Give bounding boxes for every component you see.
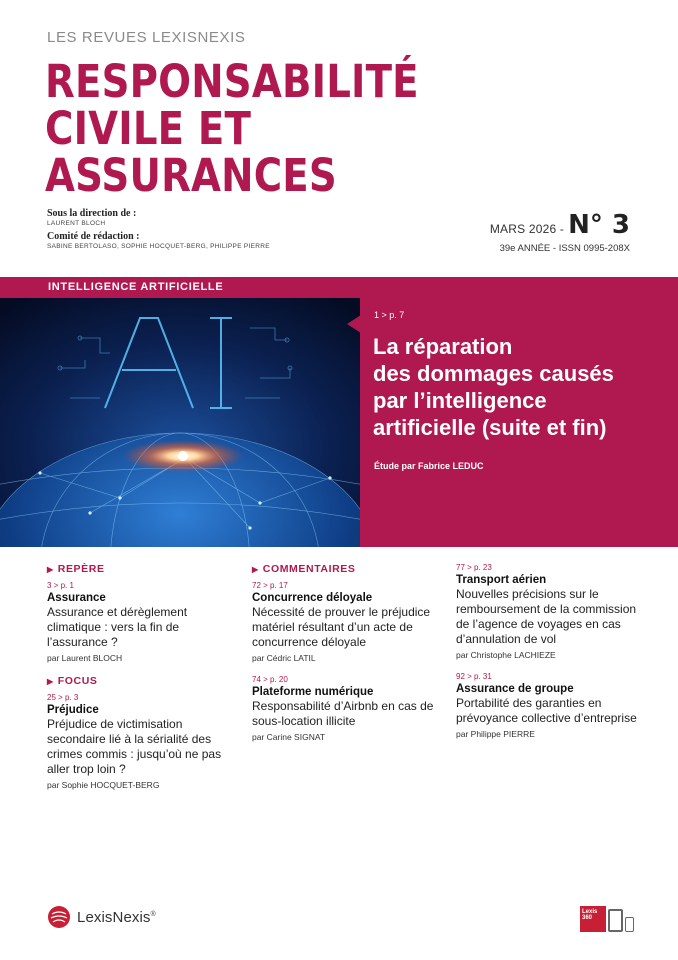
entry-author: par Sophie HOCQUET-BERG xyxy=(47,780,160,790)
logo-text xyxy=(77,909,156,926)
entry-ref: 92 > p. 31 xyxy=(456,672,492,681)
entry-ref: 74 > p. 20 xyxy=(252,675,288,684)
entry-category: Assurance de groupe xyxy=(456,683,574,695)
toc-entry[interactable] xyxy=(47,693,237,790)
publisher-logo[interactable] xyxy=(47,905,156,929)
committee-names: SABINE BERTOLASO, SOPHIE HOCQUET-BERG, PHILIPPE PIERRE xyxy=(47,243,270,250)
triangle-icon: ▶ xyxy=(252,564,259,574)
toc-column xyxy=(456,563,646,751)
logo-wordmark: LexisNexis xyxy=(77,908,151,926)
toc-entry[interactable] xyxy=(456,672,646,739)
section-heading-label: COMMENTAIRES xyxy=(262,563,356,575)
series-label: LES REVUES LEXISNEXIS xyxy=(47,29,246,46)
feature-author: Étude par Fabrice LEDUC xyxy=(374,461,484,471)
feature-title-line: par l’intelligence xyxy=(373,388,547,413)
issue-info xyxy=(490,210,630,254)
feature-title-line: artificielle (suite et fin) xyxy=(373,415,607,440)
issue-number: N° 3 xyxy=(568,210,630,240)
entry-ref: 25 > p. 3 xyxy=(47,693,79,702)
section-heading-label: REPÈRE xyxy=(57,563,105,575)
entry-description: Portabilité des garanties en prévoyance collective d’entreprise xyxy=(456,696,637,725)
entry-author: par Christophe LACHIEZE xyxy=(456,650,556,660)
entry-description: Responsabilité d’Airbnb en cas de sous-location illicite xyxy=(252,699,434,728)
entry-author: par Philippe PIERRE xyxy=(456,729,535,739)
journal-title-line: CIVILE ET xyxy=(45,102,252,155)
direction-label: Sous la direction de : xyxy=(47,208,137,219)
entry-description: Assurance et dérèglement climatique : vers la fin de l’assurance ? xyxy=(47,605,188,649)
journal-title xyxy=(45,55,419,202)
lexisnexis-logo-icon xyxy=(47,905,71,929)
entry-category: Plateforme numérique xyxy=(252,686,374,698)
entry-category: Assurance xyxy=(47,592,106,604)
entry-category: Préjudice xyxy=(47,704,99,716)
section-heading xyxy=(47,563,237,575)
direction-name: LAURENT BLOCH xyxy=(47,220,106,227)
feature-title xyxy=(373,333,663,441)
feature-pointer xyxy=(347,315,361,333)
editorial-board xyxy=(47,208,270,254)
issue-date: MARS 2026 - xyxy=(489,222,565,236)
feature-image xyxy=(0,298,360,547)
entry-author: par Cédric LATIL xyxy=(252,653,316,663)
entry-description: Nécessité de prouver le préjudice matériel résultant d’un acte de concurrence déloyale xyxy=(252,605,431,649)
section-heading-label: FOCUS xyxy=(57,675,98,687)
toc-entry[interactable] xyxy=(47,581,237,663)
book-icon: Lexis 360 xyxy=(580,906,606,932)
toc-entry[interactable] xyxy=(456,563,646,660)
feature-title-line: La réparation xyxy=(373,334,513,359)
entry-category: Transport aérien xyxy=(456,574,547,586)
digital-access-icons xyxy=(580,906,634,932)
triangle-icon: ▶ xyxy=(47,564,54,574)
toc-column xyxy=(47,563,237,802)
entry-ref: 77 > p. 23 xyxy=(456,563,492,572)
toc-entry[interactable] xyxy=(252,675,442,742)
committee-label: Comité de rédaction : xyxy=(47,231,140,242)
registered-mark: ® xyxy=(150,910,156,918)
journal-title-line: ASSURANCES xyxy=(45,149,337,202)
tablet-icon xyxy=(608,909,623,932)
issue-meta: 39e ANNÉE - ISSN 0995-208X xyxy=(499,243,630,254)
section-heading xyxy=(252,563,442,575)
toc-column xyxy=(252,563,442,754)
entry-author: par Laurent BLOCH xyxy=(47,653,123,663)
entry-ref: 72 > p. 17 xyxy=(252,581,288,590)
triangle-icon: ▶ xyxy=(47,676,54,686)
feature-article[interactable] xyxy=(0,277,678,547)
phone-icon xyxy=(625,917,634,932)
feature-tag: INTELLIGENCE ARTIFICIELLE xyxy=(0,277,360,298)
entry-author: par Carine SIGNAT xyxy=(252,732,326,742)
toc-entry[interactable] xyxy=(252,581,442,663)
entry-ref: 3 > p. 1 xyxy=(47,581,74,590)
section-heading xyxy=(47,675,237,687)
entry-description: Nouvelles précisions sur le remboursement de la commission de l’agence de voyages en cas d’annulation de vol xyxy=(456,587,637,646)
feature-ref: 1 > p. 7 xyxy=(374,310,405,320)
journal-title-line: RESPONSABILITÉ xyxy=(45,55,419,108)
entry-category: Concurrence déloyale xyxy=(252,592,373,604)
entry-description: Préjudice de victimisation secondaire lié à la sérialité des crimes commis : jusqu’où ne pas aller trop loin ? xyxy=(47,717,222,776)
feature-title-line: des dommages causés xyxy=(373,361,614,386)
